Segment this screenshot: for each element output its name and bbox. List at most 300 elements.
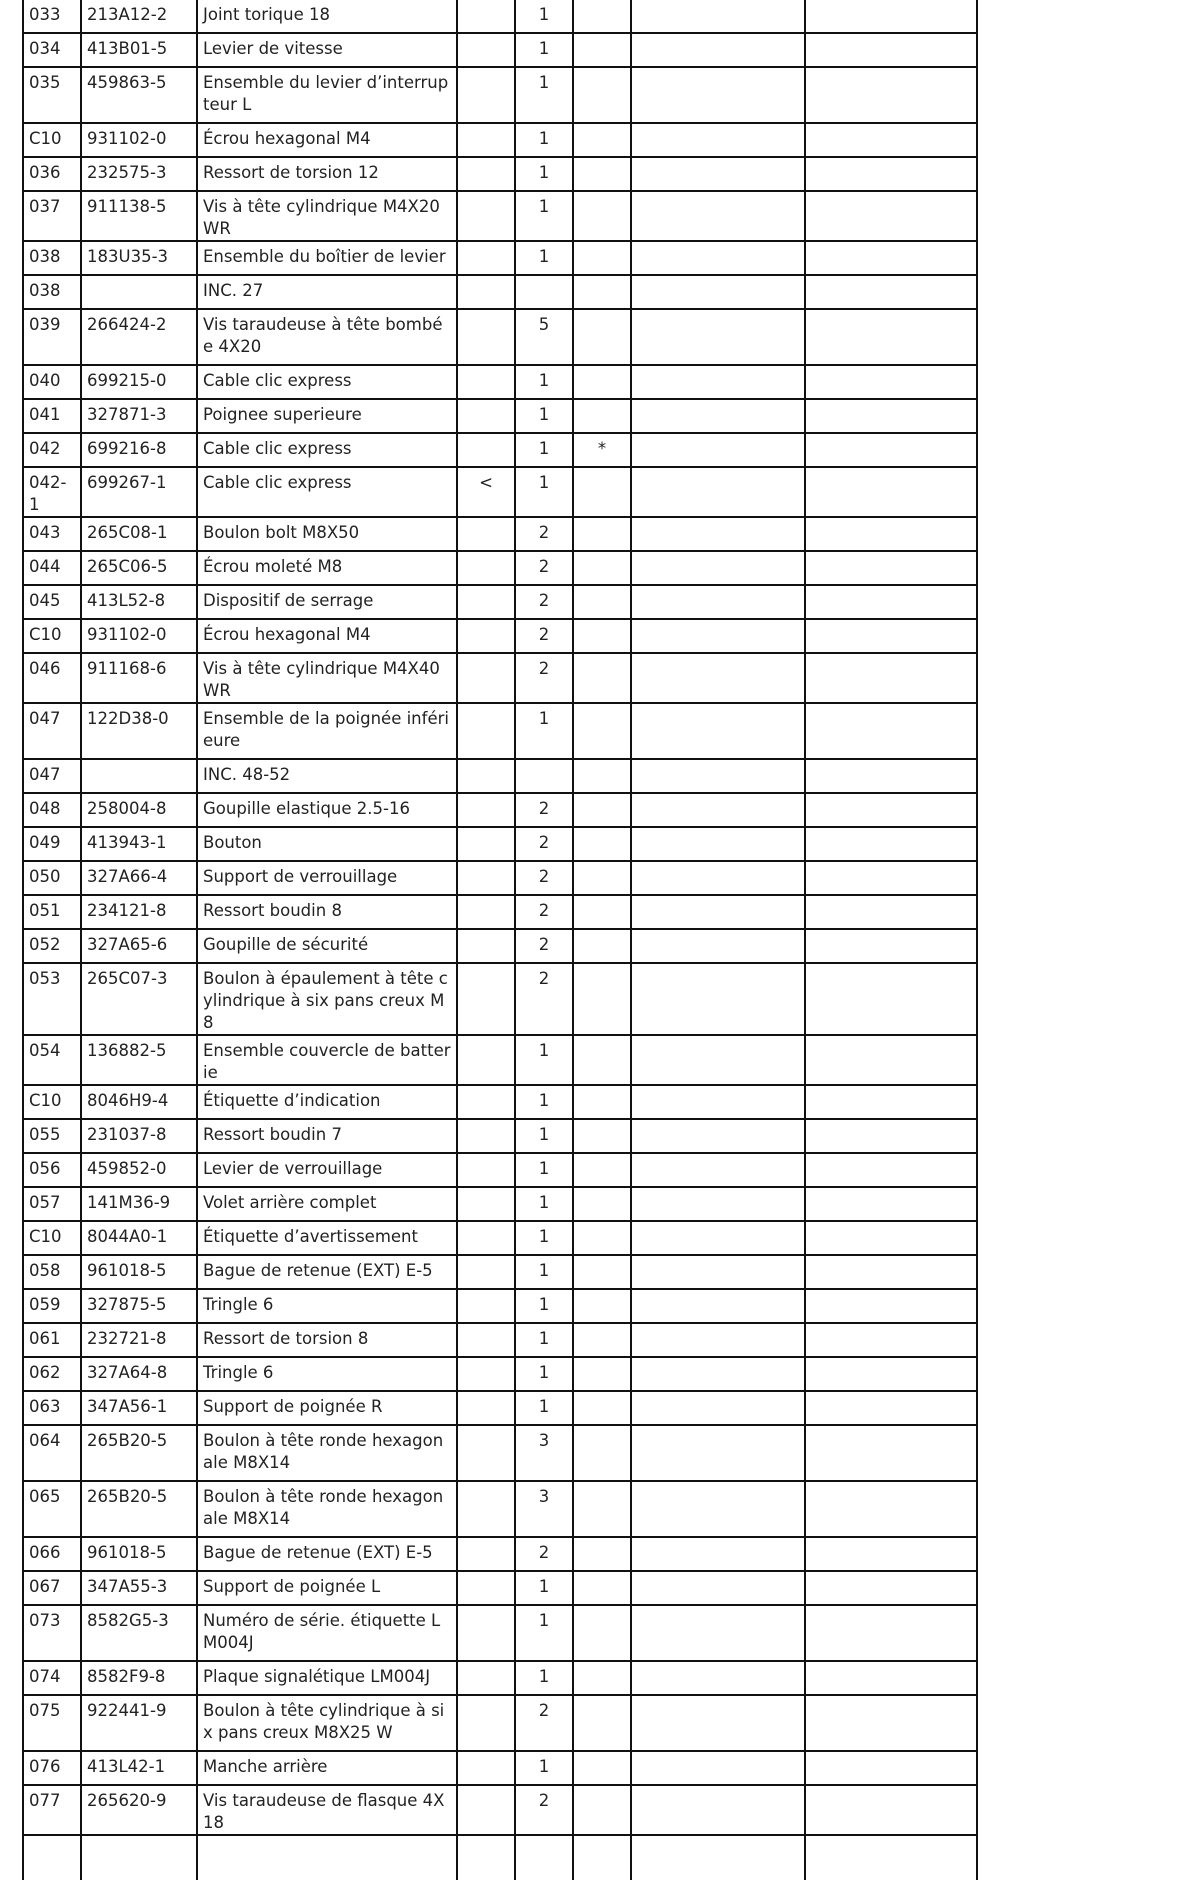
note-cell: [457, 123, 515, 157]
note-cell: [457, 241, 515, 275]
note-cell: [457, 1695, 515, 1751]
table-row: [23, 653, 977, 703]
empty-cell-b: [805, 1035, 977, 1085]
note-cell: [457, 1323, 515, 1357]
quantity-cell: 2: [515, 619, 573, 653]
mark-cell: [573, 67, 631, 123]
note-cell: [457, 365, 515, 399]
description-cell: Bague de retenue (EXT) E-5: [197, 1255, 457, 1289]
item-number-cell: 063: [23, 1391, 81, 1425]
part-number-cell: 699267-1: [81, 467, 197, 517]
empty-cell-a: [631, 703, 805, 759]
empty-cell-a: [631, 759, 805, 793]
note-cell: [457, 653, 515, 703]
mark-cell: [573, 1035, 631, 1085]
note-cell: [457, 895, 515, 929]
empty-cell-b: [805, 309, 977, 365]
note-cell: [457, 1751, 515, 1785]
empty-cell-b: [805, 619, 977, 653]
part-number-cell: 265C08-1: [81, 517, 197, 551]
mark-cell: [573, 1391, 631, 1425]
note-cell: [457, 827, 515, 861]
item-number-cell: 044: [23, 551, 81, 585]
description-cell: Dispositif de serrage: [197, 585, 457, 619]
part-number-cell: 8044A0-1: [81, 1221, 197, 1255]
empty-cell-b: [805, 1571, 977, 1605]
parts-table: [22, 0, 978, 1880]
item-number-cell: 038: [23, 241, 81, 275]
empty-cell-b: [805, 1695, 977, 1751]
empty-cell-a: [631, 1481, 805, 1537]
quantity-cell: 1: [515, 433, 573, 467]
item-number-cell: 042: [23, 433, 81, 467]
description-cell: Support de poignée L: [197, 1571, 457, 1605]
note-cell: <: [457, 467, 515, 517]
item-number-cell: 047: [23, 759, 81, 793]
mark-cell: [573, 33, 631, 67]
description-cell: Ressort de torsion 12: [197, 157, 457, 191]
empty-cell-a: [631, 963, 805, 1035]
quantity-cell: 1: [515, 0, 573, 33]
quantity-cell: 3: [515, 1481, 573, 1537]
empty-cell-b: [805, 1835, 977, 1880]
part-number-cell: 265C06-5: [81, 551, 197, 585]
mark-cell: [573, 1323, 631, 1357]
table-row: [23, 619, 977, 653]
mark-cell: [573, 1785, 631, 1835]
note-cell: [457, 33, 515, 67]
quantity-cell: 2: [515, 827, 573, 861]
part-number-cell: 266424-2: [81, 309, 197, 365]
part-number-cell: 327A65-6: [81, 929, 197, 963]
mark-cell: [573, 585, 631, 619]
item-number-cell: 054: [23, 1035, 81, 1085]
note-cell: [457, 309, 515, 365]
item-number-cell: 046: [23, 653, 81, 703]
item-number-cell: 038: [23, 275, 81, 309]
description-cell: Numéro de série. étiquette LM004J: [197, 1605, 457, 1661]
part-number-cell: 911168-6: [81, 653, 197, 703]
empty-cell-b: [805, 653, 977, 703]
mark-cell: [573, 1605, 631, 1661]
empty-cell-a: [631, 1357, 805, 1391]
table-row: [23, 759, 977, 793]
note-cell: [457, 433, 515, 467]
mark-cell: [573, 1187, 631, 1221]
table-row: [23, 123, 977, 157]
description-cell: Tringle 6: [197, 1289, 457, 1323]
quantity-cell: [515, 275, 573, 309]
part-number-cell: 265B20-5: [81, 1425, 197, 1481]
mark-cell: [573, 157, 631, 191]
item-number-cell: 076: [23, 1751, 81, 1785]
table-row: [23, 0, 977, 33]
empty-cell-b: [805, 241, 977, 275]
empty-cell-a: [631, 399, 805, 433]
table-row: [23, 1605, 977, 1661]
table-row: [23, 1695, 977, 1751]
note-cell: [457, 703, 515, 759]
note-cell: [457, 1425, 515, 1481]
table-row: [23, 1289, 977, 1323]
mark-cell: [573, 1085, 631, 1119]
table-row: [23, 33, 977, 67]
part-number-cell: 699216-8: [81, 433, 197, 467]
description-cell: Joint torique 18: [197, 0, 457, 33]
empty-cell-b: [805, 861, 977, 895]
empty-cell-b: [805, 1255, 977, 1289]
item-number-cell: 047: [23, 703, 81, 759]
mark-cell: [573, 467, 631, 517]
item-number-cell: 036: [23, 157, 81, 191]
quantity-cell: 1: [515, 241, 573, 275]
table-row: [23, 1085, 977, 1119]
empty-cell-a: [631, 433, 805, 467]
description-cell: Écrou hexagonal M4: [197, 123, 457, 157]
part-number-cell: 122D38-0: [81, 703, 197, 759]
note-cell: [457, 275, 515, 309]
empty-cell-b: [805, 703, 977, 759]
note-cell: [457, 1119, 515, 1153]
parts-table-body: [23, 0, 977, 1880]
description-cell: Cable clic express: [197, 467, 457, 517]
item-number-cell: 059: [23, 1289, 81, 1323]
table-row: [23, 309, 977, 365]
empty-cell-b: [805, 1751, 977, 1785]
empty-cell-b: [805, 1785, 977, 1835]
table-row: [23, 703, 977, 759]
empty-cell-b: [805, 895, 977, 929]
empty-cell-a: [631, 467, 805, 517]
note-cell: [457, 1835, 515, 1880]
empty-cell-a: [631, 1323, 805, 1357]
note-cell: [457, 1085, 515, 1119]
empty-cell-b: [805, 827, 977, 861]
empty-cell-a: [631, 67, 805, 123]
mark-cell: [573, 309, 631, 365]
mark-cell: [573, 1571, 631, 1605]
note-cell: [457, 191, 515, 241]
quantity-cell: 1: [515, 1323, 573, 1357]
part-number-cell: 265C07-3: [81, 963, 197, 1035]
empty-cell-b: [805, 1605, 977, 1661]
note-cell: [457, 929, 515, 963]
part-number-cell: 327871-3: [81, 399, 197, 433]
empty-cell-b: [805, 1221, 977, 1255]
quantity-cell: 1: [515, 191, 573, 241]
empty-cell-b: [805, 1425, 977, 1481]
part-number-cell: 413943-1: [81, 827, 197, 861]
empty-cell-b: [805, 1085, 977, 1119]
description-cell: Vis taraudeuse à tête bombée 4X20: [197, 309, 457, 365]
note-cell: [457, 0, 515, 33]
empty-cell-b: [805, 33, 977, 67]
table-row: [23, 1571, 977, 1605]
item-number-cell: 056: [23, 1153, 81, 1187]
empty-cell-b: [805, 1153, 977, 1187]
table-row: [23, 827, 977, 861]
quantity-cell: 1: [515, 67, 573, 123]
description-cell: Plaque signalétique LM004J: [197, 1661, 457, 1695]
note-cell: [457, 585, 515, 619]
empty-cell-b: [805, 1661, 977, 1695]
table-row: [23, 399, 977, 433]
empty-cell-a: [631, 585, 805, 619]
part-number-cell: [81, 275, 197, 309]
mark-cell: [573, 1537, 631, 1571]
empty-cell-b: [805, 1537, 977, 1571]
table-row: [23, 1661, 977, 1695]
mark-cell: [573, 399, 631, 433]
quantity-cell: 3: [515, 1425, 573, 1481]
empty-cell-b: [805, 1481, 977, 1537]
description-cell: Vis taraudeuse de flasque 4X18: [197, 1785, 457, 1835]
mark-cell: [573, 1695, 631, 1751]
note-cell: [457, 619, 515, 653]
part-number-cell: [81, 1835, 197, 1880]
empty-cell-a: [631, 1085, 805, 1119]
quantity-cell: 1: [515, 1187, 573, 1221]
table-row: [23, 793, 977, 827]
description-cell: Ensemble du boîtier de levier: [197, 241, 457, 275]
table-row: [23, 963, 977, 1035]
empty-cell-a: [631, 1425, 805, 1481]
note-cell: [457, 517, 515, 551]
item-number-cell: 049: [23, 827, 81, 861]
description-cell: Manche arrière: [197, 1751, 457, 1785]
parts-list-page: [22, 0, 976, 1880]
empty-cell-a: [631, 33, 805, 67]
empty-cell-a: [631, 929, 805, 963]
part-number-cell: 136882-5: [81, 1035, 197, 1085]
table-row: [23, 895, 977, 929]
quantity-cell: 2: [515, 517, 573, 551]
item-number-cell: 034: [23, 33, 81, 67]
mark-cell: [573, 1425, 631, 1481]
table-row: [23, 1391, 977, 1425]
quantity-cell: 2: [515, 653, 573, 703]
item-number-cell: 077: [23, 1785, 81, 1835]
quantity-cell: 2: [515, 551, 573, 585]
mark-cell: [573, 653, 631, 703]
empty-cell-a: [631, 1661, 805, 1695]
description-cell: Ensemble du levier d’interrupteur L: [197, 67, 457, 123]
empty-cell-a: [631, 0, 805, 33]
part-number-cell: 141M36-9: [81, 1187, 197, 1221]
note-cell: [457, 1661, 515, 1695]
description-cell: Levier de verrouillage: [197, 1153, 457, 1187]
empty-cell-b: [805, 1187, 977, 1221]
table-row: [23, 365, 977, 399]
item-number-cell: C10: [23, 123, 81, 157]
empty-cell-b: [805, 963, 977, 1035]
quantity-cell: 1: [515, 1391, 573, 1425]
empty-cell-b: [805, 157, 977, 191]
quantity-cell: 1: [515, 1571, 573, 1605]
quantity-cell: 1: [515, 467, 573, 517]
mark-cell: [573, 0, 631, 33]
mark-cell: [573, 703, 631, 759]
part-number-cell: 258004-8: [81, 793, 197, 827]
item-number-cell: 065: [23, 1481, 81, 1537]
quantity-cell: 1: [515, 1085, 573, 1119]
mark-cell: [573, 619, 631, 653]
description-cell: Boulon à tête ronde hexagonale M8X14: [197, 1425, 457, 1481]
table-row: [23, 551, 977, 585]
item-number-cell: C10: [23, 1085, 81, 1119]
part-number-cell: 231037-8: [81, 1119, 197, 1153]
description-cell: Ressort boudin 8: [197, 895, 457, 929]
description-cell: Vis à tête cylindrique M4X40 WR: [197, 653, 457, 703]
mark-cell: [573, 1119, 631, 1153]
mark-cell: [573, 827, 631, 861]
part-number-cell: 961018-5: [81, 1255, 197, 1289]
table-row: [23, 67, 977, 123]
table-row: [23, 929, 977, 963]
description-cell: Levier de vitesse: [197, 33, 457, 67]
item-number-cell: 075: [23, 1695, 81, 1751]
description-cell: Boulon bolt M8X50: [197, 517, 457, 551]
mark-cell: [573, 1661, 631, 1695]
mark-cell: *: [573, 433, 631, 467]
item-number-cell: 045: [23, 585, 81, 619]
quantity-cell: 2: [515, 793, 573, 827]
empty-cell-a: [631, 1221, 805, 1255]
item-number-cell: 042-1: [23, 467, 81, 517]
empty-cell-b: [805, 1391, 977, 1425]
quantity-cell: 1: [515, 157, 573, 191]
note-cell: [457, 1357, 515, 1391]
item-number-cell: 037: [23, 191, 81, 241]
note-cell: [457, 793, 515, 827]
description-cell: Écrou moleté M8: [197, 551, 457, 585]
note-cell: [457, 1255, 515, 1289]
empty-cell-b: [805, 759, 977, 793]
empty-cell-a: [631, 1391, 805, 1425]
quantity-cell: 1: [515, 1255, 573, 1289]
note-cell: [457, 1289, 515, 1323]
description-cell: Bouton: [197, 827, 457, 861]
empty-cell-b: [805, 467, 977, 517]
mark-cell: [573, 1835, 631, 1880]
quantity-cell: 1: [515, 1289, 573, 1323]
item-number-cell: 052: [23, 929, 81, 963]
part-number-cell: 265B20-5: [81, 1481, 197, 1537]
description-cell: Ensemble de la poignée inférieure: [197, 703, 457, 759]
note-cell: [457, 551, 515, 585]
mark-cell: [573, 1357, 631, 1391]
item-number-cell: 041: [23, 399, 81, 433]
part-number-cell: 413L42-1: [81, 1751, 197, 1785]
part-number-cell: 931102-0: [81, 123, 197, 157]
item-number-cell: 040: [23, 365, 81, 399]
part-number-cell: 8582G5-3: [81, 1605, 197, 1661]
description-cell: Volet arrière complet: [197, 1187, 457, 1221]
mark-cell: [573, 1221, 631, 1255]
item-number-cell: 058: [23, 1255, 81, 1289]
empty-cell-b: [805, 365, 977, 399]
item-number-cell: 048: [23, 793, 81, 827]
note-cell: [457, 1391, 515, 1425]
description-cell: Boulon à épaulement à tête cylindrique à six pans creux M8: [197, 963, 457, 1035]
description-cell: Tringle 6: [197, 1357, 457, 1391]
quantity-cell: 1: [515, 703, 573, 759]
part-number-cell: 347A56-1: [81, 1391, 197, 1425]
item-number-cell: 051: [23, 895, 81, 929]
mark-cell: [573, 861, 631, 895]
quantity-cell: 1: [515, 399, 573, 433]
empty-cell-a: [631, 241, 805, 275]
note-cell: [457, 1187, 515, 1221]
quantity-cell: 1: [515, 1119, 573, 1153]
note-cell: [457, 861, 515, 895]
quantity-cell: 1: [515, 1661, 573, 1695]
quantity-cell: 2: [515, 861, 573, 895]
table-row: [23, 585, 977, 619]
item-number-cell: 073: [23, 1605, 81, 1661]
empty-cell-a: [631, 1751, 805, 1785]
note-cell: [457, 1481, 515, 1537]
description-cell: Vis à tête cylindrique M4X20 WR: [197, 191, 457, 241]
quantity-cell: [515, 1835, 573, 1880]
description-cell: Poignee superieure: [197, 399, 457, 433]
table-row: [23, 1255, 977, 1289]
empty-cell-a: [631, 1187, 805, 1221]
table-row: [23, 241, 977, 275]
part-number-cell: 232721-8: [81, 1323, 197, 1357]
quantity-cell: 1: [515, 1221, 573, 1255]
empty-cell-b: [805, 929, 977, 963]
table-row: [23, 1425, 977, 1481]
table-row: [23, 275, 977, 309]
empty-cell-a: [631, 827, 805, 861]
empty-cell-a: [631, 895, 805, 929]
table-row: [23, 1187, 977, 1221]
quantity-cell: 1: [515, 1357, 573, 1391]
empty-cell-a: [631, 793, 805, 827]
mark-cell: [573, 759, 631, 793]
table-row: [23, 1751, 977, 1785]
empty-cell-b: [805, 551, 977, 585]
empty-cell-a: [631, 1785, 805, 1835]
mark-cell: [573, 551, 631, 585]
description-cell: Ressort boudin 7: [197, 1119, 457, 1153]
empty-cell-b: [805, 1323, 977, 1357]
item-number-cell: 033: [23, 0, 81, 33]
note-cell: [457, 1571, 515, 1605]
empty-cell-a: [631, 1695, 805, 1751]
table-row: [23, 1785, 977, 1835]
empty-cell-a: [631, 191, 805, 241]
part-number-cell: 232575-3: [81, 157, 197, 191]
part-number-cell: 327875-5: [81, 1289, 197, 1323]
empty-cell-b: [805, 1289, 977, 1323]
table-row: [23, 157, 977, 191]
note-cell: [457, 1153, 515, 1187]
quantity-cell: 2: [515, 1537, 573, 1571]
description-cell: Boulon à tête ronde hexagonale M8X14: [197, 1481, 457, 1537]
empty-cell-a: [631, 653, 805, 703]
item-number-cell: 039: [23, 309, 81, 365]
quantity-cell: [515, 759, 573, 793]
description-cell: Support de poignée R: [197, 1391, 457, 1425]
mark-cell: [573, 365, 631, 399]
part-number-cell: [81, 759, 197, 793]
table-row: [23, 433, 977, 467]
empty-cell-b: [805, 67, 977, 123]
item-number-cell: 066: [23, 1537, 81, 1571]
mark-cell: [573, 929, 631, 963]
